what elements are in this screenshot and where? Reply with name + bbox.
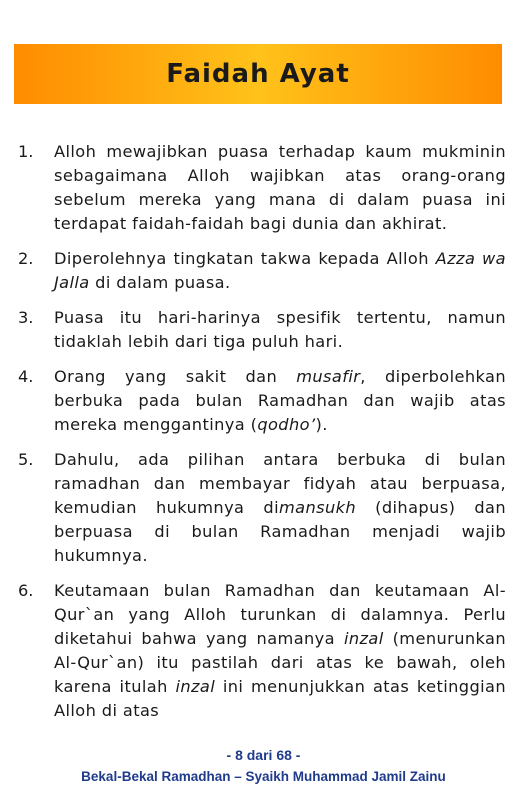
item-text: Keutamaan bulan Ramadhan dan keutamaan Al-Qur`an yang Alloh turunkan di dalamnya. Perlu diketahui bahwa yang namanya inzal (menurunkan Al-Qur`an) itu pastilah dari atas ke bawah, oleh karena itulah inzal ini menunjukkan atas ketinggian Alloh di atas — [54, 581, 506, 720]
item-text: Diperolehnya tingkatan takwa kepada Alloh Azza wa Jalla di dalam puasa. — [54, 249, 506, 292]
list-item — [18, 365, 506, 437]
book-title-footer: Bekal-Bekal Ramadhan – Syaikh Muhammad Jamil Zainu — [81, 769, 446, 784]
faidah-list — [18, 140, 506, 734]
list-item — [18, 306, 506, 354]
item-number: 2. — [18, 249, 34, 268]
list-item — [18, 579, 506, 723]
item-text: Puasa itu hari-harinya spesifik tertentu, namun tidaklah lebih dari tiga puluh hari. — [54, 308, 506, 351]
item-number: 1. — [18, 142, 34, 161]
page-title: Faidah Ayat — [166, 59, 350, 89]
page-number: - 8 dari 68 - — [226, 747, 301, 763]
item-text: Alloh mewajibkan puasa terhadap kaum mukminin sebagaimana Alloh wajibkan atas orang-orang sebelum mereka yang mana di dalam puasa ini terdapat faidah-faidah bagi dunia dan akhirat. — [54, 142, 506, 233]
item-number: 4. — [18, 367, 34, 386]
list-item — [18, 448, 506, 568]
item-text: Orang yang sakit dan musafir, diperbolehkan berbuka pada bulan Ramadhan dan wajib atas mereka menggantinya (qodho’). — [54, 367, 506, 434]
item-number: 5. — [18, 450, 34, 469]
title-banner — [14, 44, 502, 104]
list-item — [18, 247, 506, 295]
item-text: Dahulu, ada pilihan antara berbuka di bulan ramadhan dan membayar fidyah atau berpuasa, kemudian hukumnya dimansukh (dihapus) dan berpuasa di bulan Ramadhan menjadi wajib hukumnya. — [54, 450, 506, 565]
item-number: 3. — [18, 308, 34, 327]
list-item — [18, 140, 506, 236]
item-number: 6. — [18, 581, 34, 600]
